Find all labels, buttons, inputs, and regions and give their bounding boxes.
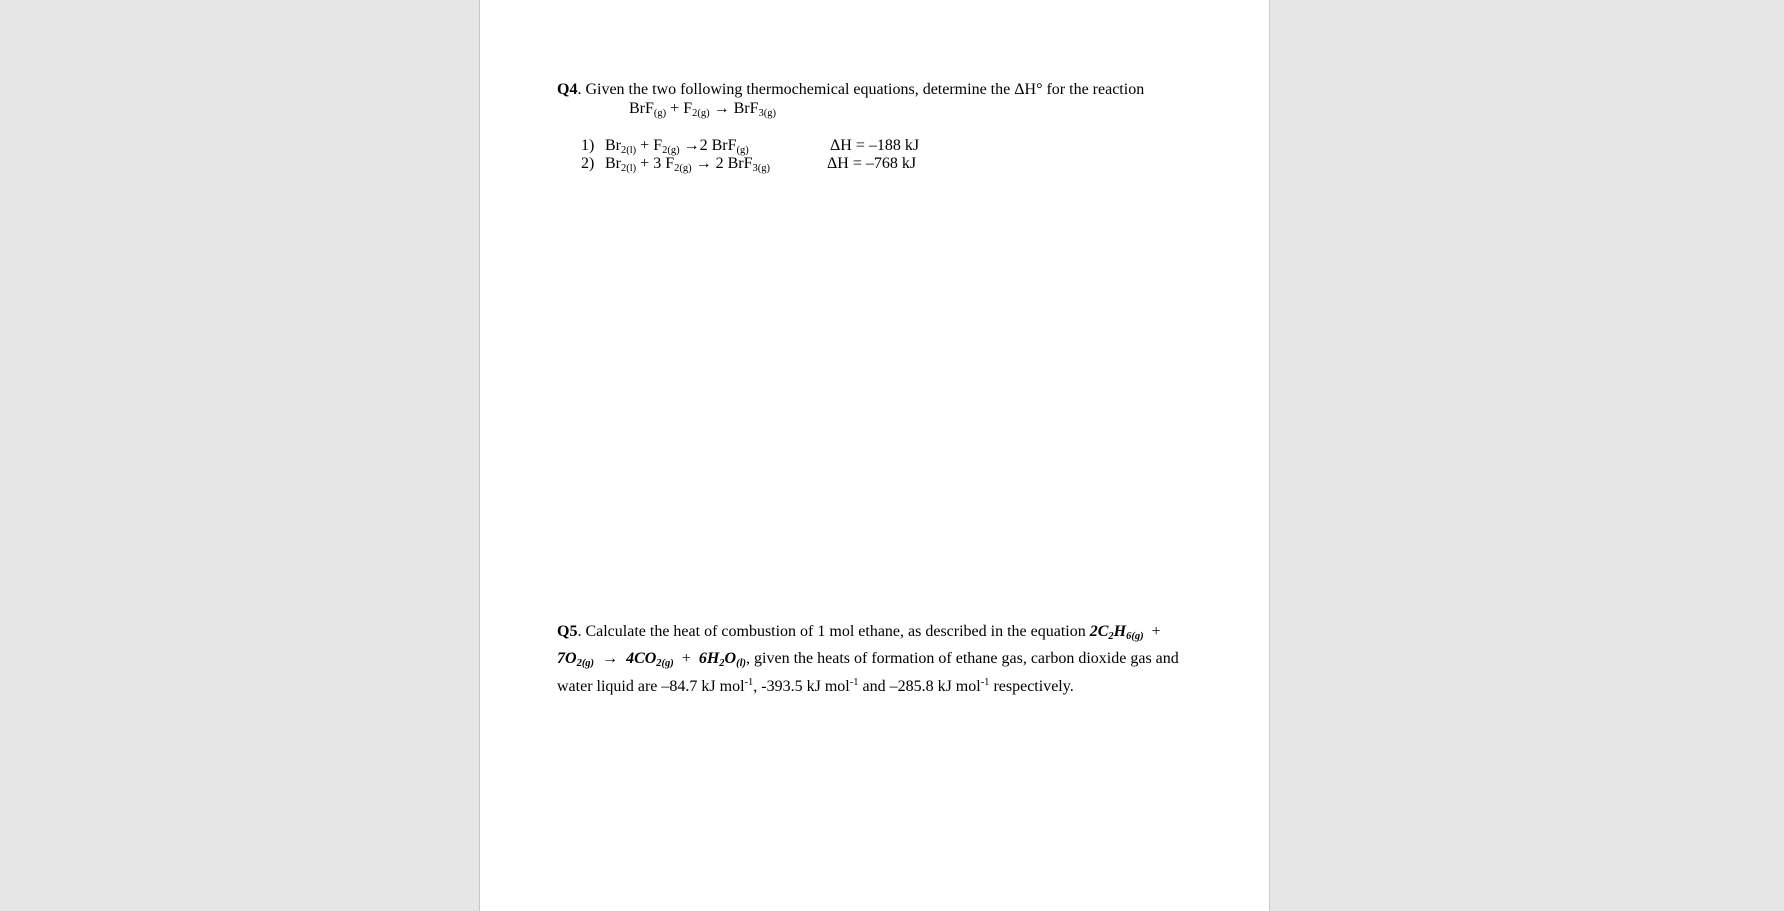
document-page	[479, 0, 1270, 911]
eq-plus-1: +	[1151, 623, 1161, 640]
q5-intro: . Calculate the heat of combustion of 1 mol ethane, as described in the equation	[577, 623, 1090, 640]
eq2-reactant-a: Br	[605, 155, 621, 172]
eq1-plus: +	[636, 137, 654, 154]
q5-line-3	[557, 678, 1074, 696]
target-product: BrF	[733, 100, 759, 117]
q5-sup-1: -1	[744, 677, 754, 688]
eq2-reactant-a-state: (l)	[626, 163, 637, 174]
eq-oxygen-sub: 2(g)	[576, 658, 595, 669]
q5-line-2	[557, 650, 1179, 668]
q5-line-3-end: respectively.	[989, 678, 1074, 695]
eq-water-state: (l)	[736, 658, 747, 669]
eq2-plus: + 3	[636, 155, 666, 172]
eq1-reactant-a-subscript: 2	[621, 145, 627, 156]
eq1-arrow: →	[679, 137, 700, 154]
eq-ethane-c-sub: 2	[1108, 631, 1114, 642]
q5-sup-3: -1	[980, 677, 990, 688]
eq1-reactant-a: Br	[605, 137, 621, 154]
eq1-product-state: (g)	[736, 145, 749, 156]
eq-water-h-sub: 2	[719, 658, 725, 669]
q5-water-heat: and –285.8 kJ mol	[858, 678, 981, 695]
q4-target-reaction	[629, 100, 776, 118]
q4-prompt	[557, 81, 1144, 99]
eq2-reactant-a-subscript: 2	[621, 163, 627, 174]
eq-plus-2: +	[681, 650, 691, 667]
eq-arrow: →	[602, 650, 619, 667]
eq-ethane-h-sub: 6(g)	[1126, 631, 1144, 642]
target-arrow: →	[709, 100, 734, 117]
target-product-state: (g)	[763, 108, 776, 119]
q5-line-2-text: , given the heats of formation of ethane gas, carbon dioxide gas and	[746, 650, 1179, 667]
eq2-product: 2 BrF	[715, 155, 753, 172]
eq-oxygen: 7O	[557, 650, 577, 667]
q5-ethane-heat: water liquid are –84.7 kJ mol	[557, 678, 745, 695]
eq-ethane-h: H	[1113, 623, 1127, 640]
eq-water-h: 6H	[698, 650, 720, 667]
q5-co2-heat: , -393.5 kJ mol	[753, 678, 850, 695]
target-reactant-2-state: (g)	[697, 108, 710, 119]
target-reactant-2-subscript: 2	[692, 108, 698, 119]
q4-intro: . Given the two following thermochemical equations, determine the ΔH° for the reaction	[577, 81, 1145, 98]
equation-1-number: 1)	[581, 137, 595, 154]
eq2-arrow: →	[691, 155, 716, 172]
eq1-delta-h: ΔH = –188 kJ	[830, 137, 920, 154]
eq1-product: 2 BrF	[699, 137, 737, 154]
eq1-reactant-a-state: (l)	[626, 145, 637, 156]
q4-equation-1	[581, 137, 749, 155]
eq2-product-state: (g)	[757, 163, 771, 174]
eq-co2: 4CO	[626, 650, 657, 667]
eq1-reactant-b-state: (g)	[667, 145, 680, 156]
eq2-reactant-b-subscript: 2	[674, 163, 680, 174]
eq-water-o: O	[724, 650, 737, 667]
q4-label: Q4	[557, 81, 578, 98]
eq-co2-sub: 2(g)	[656, 658, 674, 669]
target-reactant-1-state: (g)	[653, 108, 667, 119]
q5-sup-2: -1	[849, 677, 859, 688]
target-product-subscript: 3	[758, 108, 764, 119]
target-reactant-2: F	[683, 100, 693, 117]
target-plus: +	[666, 100, 684, 117]
eq1-reactant-b: F	[653, 137, 663, 154]
eq-ethane-c: 2C	[1089, 623, 1109, 640]
q5-label: Q5	[557, 623, 578, 640]
eq2-reactant-b: F	[665, 155, 675, 172]
equation-2-number: 2)	[581, 155, 595, 172]
target-reactant-1: BrF	[629, 100, 654, 117]
q4-equation-2	[581, 155, 770, 173]
eq1-reactant-b-subscript: 2	[662, 145, 668, 156]
eq2-product-subscript: 3	[752, 163, 758, 174]
q5-line-1	[557, 623, 1161, 641]
eq2-reactant-b-state: (g)	[679, 163, 692, 174]
eq2-delta-h: ΔH = –768 kJ	[827, 155, 917, 172]
